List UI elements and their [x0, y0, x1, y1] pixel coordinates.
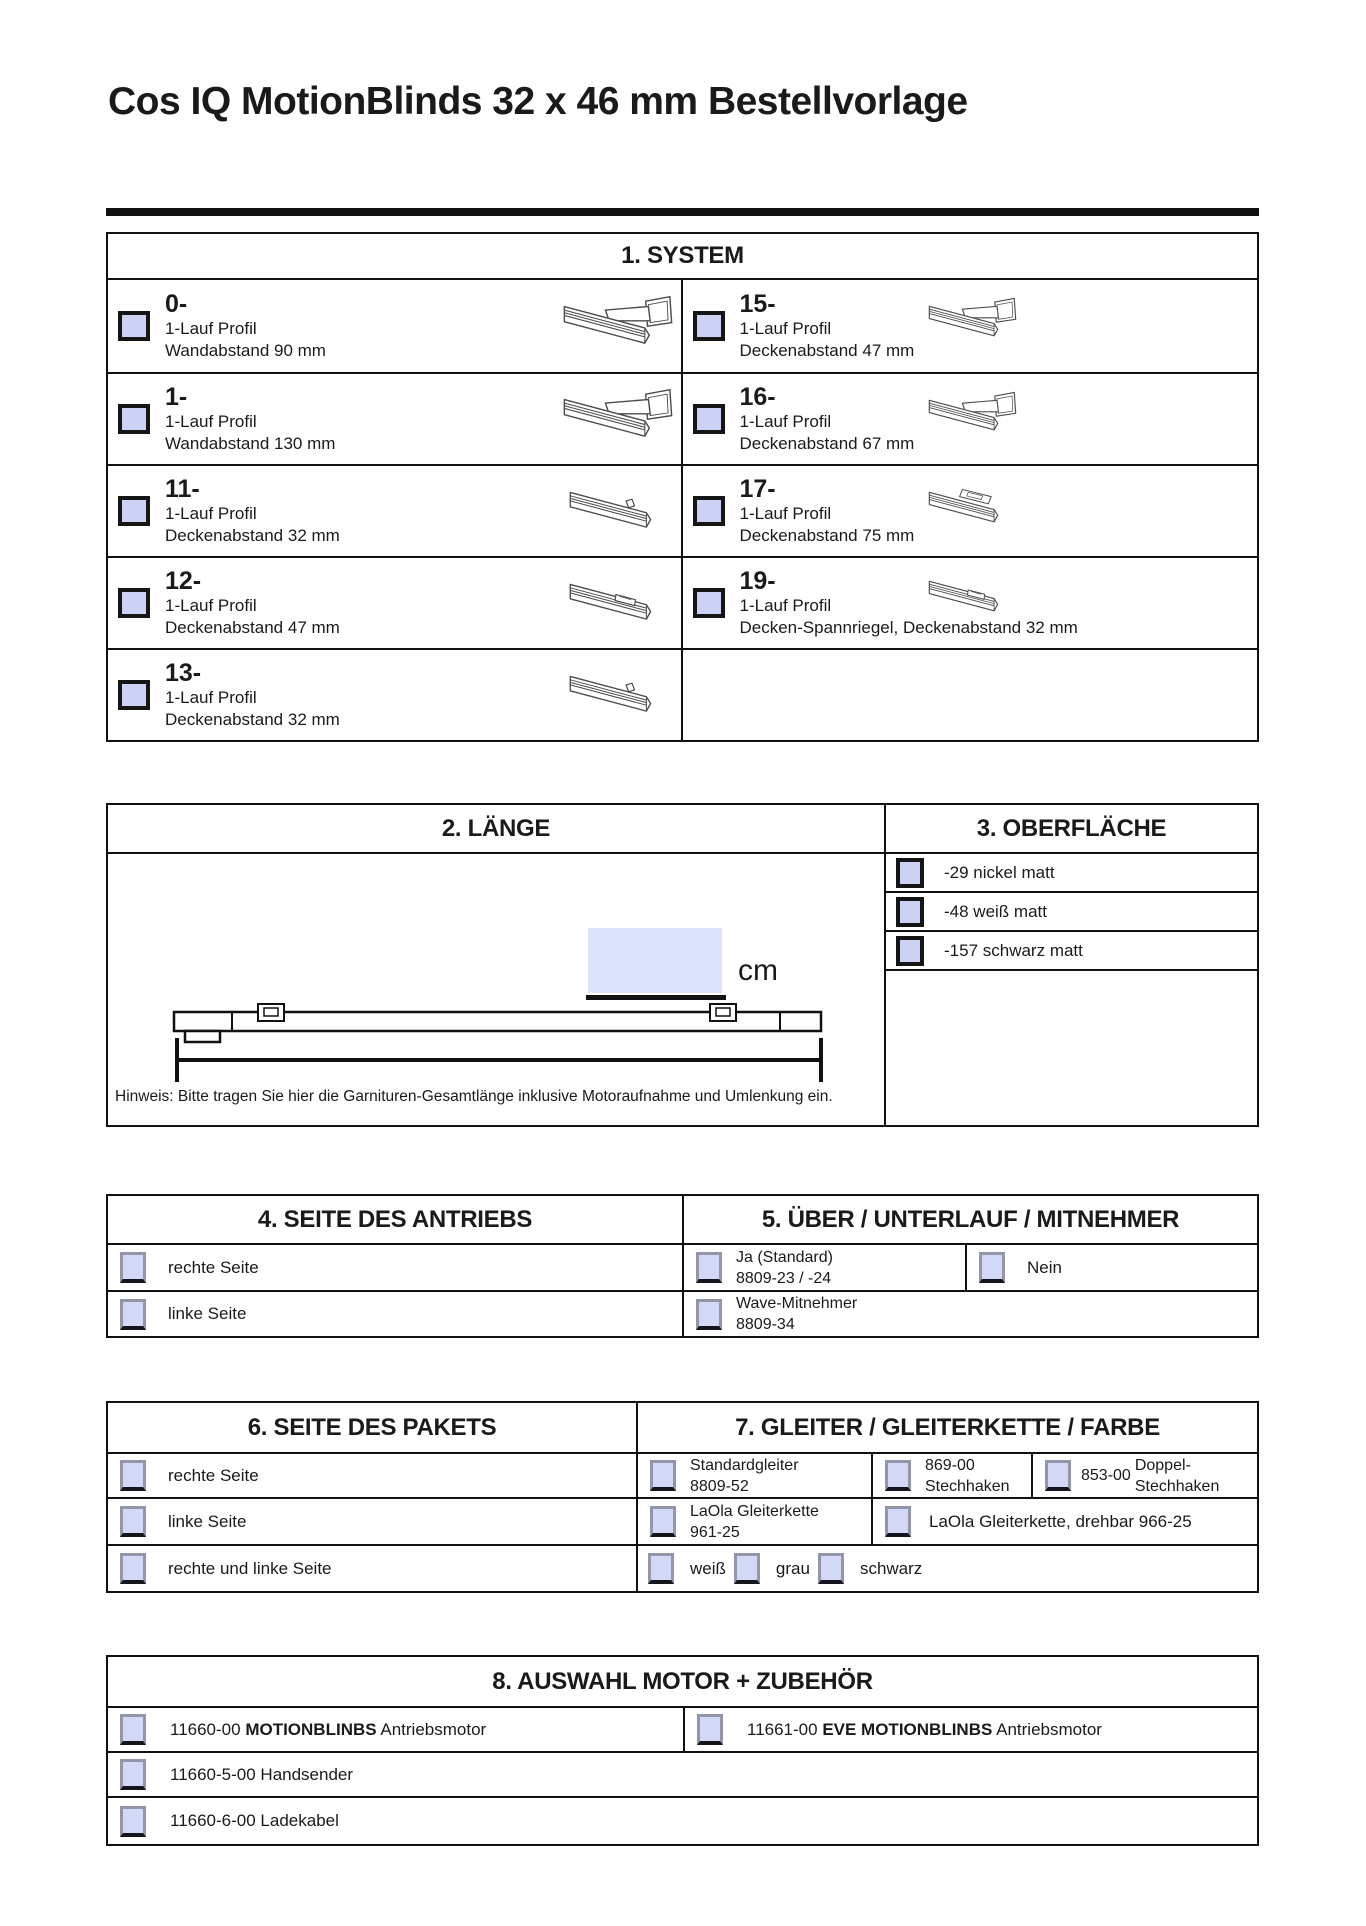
- system-option-15-checkbox[interactable]: [693, 311, 725, 341]
- system-option-16: [683, 372, 1258, 464]
- laenge-hint: Hinweis: Bitte tragen Sie hier die Garnituren-Gesamtlänge inklusive Motoraufnahme und Umlenkung ein.: [115, 1088, 833, 1105]
- farbe-schwarz-label: schwarz: [859, 1558, 923, 1578]
- farbe-schwarz-checkbox[interactable]: [818, 1553, 844, 1584]
- option-line2: Deckenabstand 32 mm: [165, 525, 340, 545]
- gleiter-laola-line2: 961-25: [690, 1523, 740, 1541]
- option-line1: 1-Lauf Profil: [165, 503, 257, 523]
- mitnehmer-nein-label: Nein: [1027, 1257, 1062, 1277]
- paket-rechte-seite-row: [108, 1454, 636, 1499]
- section-gleiter-title: 7. GLEITER / GLEITERKETTE / FARBE: [735, 1413, 1160, 1441]
- laenge-unit-label: cm: [738, 954, 778, 987]
- option-line2: Deckenabstand 67 mm: [739, 433, 915, 453]
- motor-eve-motionblinds-cell: [685, 1708, 1257, 1751]
- gleiter-laola-drehbar-label: LaOla Gleiterkette, drehbar 966-25: [929, 1511, 1192, 1531]
- section-system-header: [108, 234, 1257, 280]
- gleiter-laola-line1: LaOla Gleiterkette: [690, 1502, 819, 1520]
- oberflaeche-option-48: [886, 893, 1257, 932]
- option-code: 17-: [739, 474, 776, 503]
- section-gleiter: [638, 1403, 1257, 1591]
- mitnehmer-ja-checkbox[interactable]: [696, 1252, 722, 1283]
- motor-eve-bold: EVE MOTIONBLINBS: [822, 1719, 993, 1739]
- option-code: 13-: [165, 658, 202, 687]
- option-line1: 1-Lauf Profil: [739, 318, 832, 338]
- motor-motionblinds-pre: 11660-00: [170, 1719, 246, 1739]
- gleiter-stechhaken-cell: [873, 1454, 1033, 1497]
- title-rule: [106, 208, 1259, 216]
- motor-handsender-checkbox[interactable]: [120, 1759, 146, 1790]
- gleiter-laola-cell: [638, 1499, 873, 1544]
- page-title: Cos IQ MotionBlinds 32 x 46 mm Bestellvorlage: [108, 80, 968, 123]
- system-option-15: [683, 280, 1258, 372]
- gleiter-stechhaken-line2: Stechhaken: [925, 1477, 1010, 1495]
- section-oberflaeche-header: [886, 805, 1257, 854]
- oberflaeche-48-checkbox[interactable]: [896, 897, 924, 927]
- mitnehmer-nein-checkbox[interactable]: [979, 1252, 1005, 1283]
- profile-illustration-ceiling-bracket: [925, 286, 1020, 359]
- section-mitnehmer: [684, 1196, 1257, 1336]
- system-option-11-checkbox[interactable]: [118, 496, 150, 526]
- gleiter-laola-checkbox[interactable]: [650, 1506, 676, 1537]
- system-option-13: [108, 648, 683, 740]
- option-code: 11-: [165, 474, 200, 503]
- motor-ladekabel-checkbox[interactable]: [120, 1806, 146, 1837]
- paket-beide-seiten-row: [108, 1546, 636, 1591]
- option-code: 0-: [165, 289, 188, 318]
- gleiter-stechhaken-line1: 869-00: [925, 1456, 975, 1474]
- section-system-title: 1. SYSTEM: [621, 242, 744, 269]
- section-mitnehmer-header: [684, 1196, 1257, 1245]
- option-code: 1-: [165, 382, 188, 411]
- option-line1: 1-Lauf Profil: [165, 595, 257, 615]
- oberflaeche-157-checkbox[interactable]: [896, 936, 924, 966]
- system-option-0-checkbox[interactable]: [118, 311, 150, 341]
- motor-ladekabel-label: 11660-6-00 Ladekabel: [170, 1811, 339, 1830]
- option-line2: Wandabstand 90 mm: [165, 340, 326, 360]
- section-antrieb: [108, 1196, 684, 1336]
- section-laenge: [108, 805, 886, 1125]
- oberflaeche-29-label: -29 nickel matt: [944, 862, 1055, 882]
- laenge-diagram-area: [108, 854, 884, 1125]
- mitnehmer-ja-line2: 8809-23 / -24: [736, 1269, 832, 1287]
- section-mitnehmer-title: 5. ÜBER / UNTERLAUF / MITNEHMER: [761, 1205, 1180, 1233]
- system-option-12-checkbox[interactable]: [118, 588, 150, 618]
- section-paket-gleiter: [106, 1401, 1259, 1593]
- section-antrieb-header: [108, 1196, 682, 1245]
- system-option-19: [683, 556, 1258, 648]
- section-motor: [106, 1655, 1259, 1846]
- motor-motionblinds-bold: MOTIONBLINBS: [245, 1719, 377, 1739]
- antrieb-rechte-seite-row: [108, 1245, 682, 1292]
- gleiter-doppel-cell: [1033, 1454, 1257, 1497]
- section-paket: [108, 1403, 638, 1591]
- mitnehmer-ja-cell: [684, 1245, 967, 1290]
- profile-illustration-clip: [565, 568, 677, 639]
- antrieb-rechte-seite-checkbox[interactable]: [120, 1252, 146, 1283]
- mitnehmer-ja-line1: Ja (Standard): [736, 1248, 833, 1266]
- profile-illustration-clip: [925, 564, 1020, 631]
- profile-illustration-pin: [565, 660, 677, 731]
- option-line2: Decken-Spannriegel, Deckenabstand 32 mm: [739, 617, 1078, 637]
- paket-linke-seite-row: [108, 1499, 636, 1546]
- antrieb-rechte-seite-label: rechte Seite: [168, 1257, 259, 1277]
- system-option-11: [108, 464, 683, 556]
- motor-handsender-label: 11660-5-00 Handsender: [170, 1764, 354, 1784]
- profile-illustration-pin: [565, 476, 677, 547]
- option-line2: Deckenabstand 47 mm: [165, 617, 340, 637]
- option-line2: Deckenabstand 47 mm: [739, 340, 915, 360]
- system-option-16-checkbox[interactable]: [693, 404, 725, 434]
- section-paket-header: [108, 1403, 636, 1454]
- profile-illustration-wall-bracket: [559, 289, 677, 364]
- gleiter-farbe-row: [638, 1546, 1257, 1591]
- motor-motionblinds-post: Antriebsmotor: [376, 1719, 487, 1739]
- gleiter-standard-checkbox[interactable]: [650, 1460, 676, 1491]
- option-line2: Wandabstand 130 mm: [165, 433, 336, 453]
- section-antrieb-title: 4. SEITE DES ANTRIEBS: [257, 1205, 533, 1233]
- system-option-19-checkbox[interactable]: [693, 588, 725, 618]
- gleiter-doppel-checkbox[interactable]: [1045, 1460, 1071, 1491]
- section-gleiter-header: [638, 1403, 1257, 1454]
- motor-eve-motionblinds-checkbox[interactable]: [697, 1714, 723, 1745]
- option-line1: 1-Lauf Profil: [165, 411, 257, 431]
- farbe-grau-label: grau: [775, 1558, 810, 1578]
- section-paket-title: 6. SEITE DES PAKETS: [247, 1413, 497, 1441]
- gleiter-standard-line2: 8809-52: [690, 1477, 749, 1495]
- farbe-grau-checkbox[interactable]: [734, 1553, 760, 1584]
- antrieb-linke-seite-label: linke Seite: [168, 1304, 247, 1323]
- antrieb-linke-seite-checkbox[interactable]: [120, 1299, 146, 1330]
- gleiter-doppel-code: 853-00: [1081, 1467, 1131, 1484]
- gleiter-row-1: [638, 1454, 1257, 1499]
- section-antrieb-mitnehmer: [106, 1194, 1259, 1338]
- laenge-input[interactable]: [588, 928, 722, 993]
- option-line1: 1-Lauf Profil: [739, 503, 832, 523]
- option-code: 19-: [739, 566, 776, 595]
- option-code: 15-: [739, 289, 776, 318]
- section-motor-header: [108, 1657, 1257, 1708]
- gleiter-row-2: [638, 1499, 1257, 1546]
- mitnehmer-wave-row: [684, 1292, 1257, 1336]
- paket-beide-seiten-checkbox[interactable]: [120, 1553, 146, 1584]
- section-laenge-oberflaeche: [106, 803, 1259, 1127]
- section-oberflaeche: [886, 805, 1257, 1125]
- rail-length-diagram: [152, 1000, 842, 1092]
- system-option-12: [108, 556, 683, 648]
- profile-illustration-wall-bracket: [559, 382, 677, 457]
- option-code: 16-: [739, 382, 776, 411]
- option-code: 12-: [165, 566, 202, 595]
- option-line2: Deckenabstand 75 mm: [739, 525, 915, 545]
- system-option-1-checkbox[interactable]: [118, 404, 150, 434]
- motor-ladekabel-row: [108, 1798, 1257, 1844]
- paket-rechte-seite-checkbox[interactable]: [120, 1460, 146, 1491]
- motor-eve-post: Antriebsmotor: [992, 1719, 1102, 1739]
- gleiter-stechhaken-checkbox[interactable]: [885, 1460, 911, 1491]
- profile-illustration-ceiling-bracket: [925, 380, 1020, 453]
- gleiter-laola-drehbar-cell: [873, 1499, 1257, 1544]
- gleiter-doppel-line1: Doppel-: [1134, 1456, 1191, 1474]
- mitnehmer-wave-line1: Wave-Mitnehmer: [736, 1295, 858, 1312]
- motor-eve-pre: 11661-00: [747, 1719, 823, 1739]
- mitnehmer-wave-line2: 8809-34: [736, 1316, 795, 1333]
- oberflaeche-157-label: -157 schwarz matt: [944, 940, 1083, 960]
- paket-rechte-seite-label: rechte Seite: [168, 1465, 259, 1485]
- gleiter-standard-cell: [638, 1454, 873, 1497]
- option-line2: Deckenabstand 32 mm: [165, 709, 340, 729]
- gleiter-standard-line1: Standardgleiter: [690, 1456, 799, 1474]
- gleiter-laola-drehbar-checkbox[interactable]: [885, 1506, 911, 1537]
- system-option-0: [108, 280, 683, 372]
- motor-handsender-row: [108, 1753, 1257, 1798]
- system-option-1: [108, 372, 683, 464]
- system-options-grid: [108, 280, 1257, 740]
- option-line1: 1-Lauf Profil: [739, 411, 832, 431]
- antrieb-linke-seite-row: [108, 1292, 682, 1336]
- motor-motionblinds-cell: [108, 1708, 685, 1751]
- gleiter-doppel-line2: Stechhaken: [1134, 1477, 1220, 1495]
- system-option-17: [683, 464, 1258, 556]
- farbe-weiss-label: weiß: [690, 1558, 726, 1578]
- paket-linke-seite-label: linke Seite: [168, 1511, 247, 1531]
- system-empty-cell: [683, 648, 1258, 740]
- oberflaeche-option-29: [886, 854, 1257, 893]
- option-line1: 1-Lauf Profil: [739, 595, 832, 615]
- paket-linke-seite-checkbox[interactable]: [120, 1506, 146, 1537]
- option-line1: 1-Lauf Profil: [165, 687, 257, 707]
- option-line1: 1-Lauf Profil: [165, 318, 257, 338]
- motor-row-1: [108, 1708, 1257, 1753]
- oberflaeche-48-label: -48 weiß matt: [944, 901, 1047, 921]
- oberflaeche-29-checkbox[interactable]: [896, 858, 924, 888]
- system-option-17-checkbox[interactable]: [693, 496, 725, 526]
- section-motor-title: 8. AUSWAHL MOTOR + ZUBEHÖR: [492, 1667, 873, 1695]
- mitnehmer-wave-checkbox[interactable]: [696, 1299, 722, 1330]
- section-system: [106, 232, 1259, 742]
- farbe-weiss-checkbox[interactable]: [648, 1553, 674, 1584]
- system-option-13-checkbox[interactable]: [118, 680, 150, 710]
- section-laenge-header: [108, 805, 884, 854]
- oberflaeche-option-157: [886, 932, 1257, 971]
- motor-motionblinds-checkbox[interactable]: [120, 1714, 146, 1745]
- section-oberflaeche-title: 3. OBERFLÄCHE: [976, 814, 1167, 842]
- mitnehmer-nein-cell: [967, 1245, 1257, 1290]
- paket-beide-seiten-label: rechte und linke Seite: [168, 1558, 332, 1578]
- profile-illustration-plate: [925, 472, 1020, 545]
- section-laenge-title: 2. LÄNGE: [441, 814, 551, 842]
- mitnehmer-row-1: [684, 1245, 1257, 1292]
